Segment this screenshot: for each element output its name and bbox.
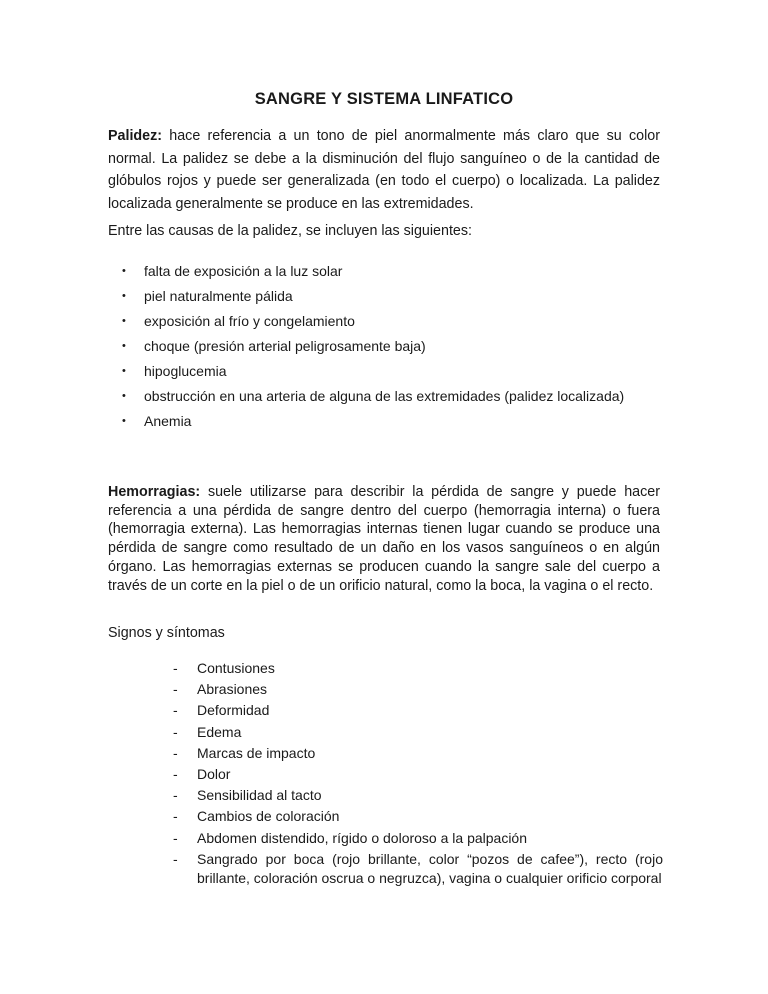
bullet: • [122, 365, 126, 377]
list-item-text: obstrucción en una arteria de alguna de las extremidades (palidez localizada) [144, 388, 625, 404]
dash-bullet: - [173, 745, 178, 761]
dash-bullet: - [173, 808, 178, 824]
palidez-label: Palidez: [108, 128, 163, 144]
list-item-text: Abdomen distendido, rígido o doloroso a la palpación [197, 830, 528, 846]
bullet: • [122, 290, 126, 302]
causas-intro: Entre las causas de la palidez, se incluyen las siguientes: [108, 223, 472, 239]
bullet: • [122, 340, 126, 352]
list-item-text: Abrasiones [197, 681, 268, 697]
bullet: • [122, 390, 126, 402]
bullet: • [122, 415, 126, 427]
dash-bullet: - [173, 724, 178, 740]
hemorragias-text: suele utilizarse para describir la pérdida de sangre y puede hacer referencia a una pérdida de sangre dentro del cuerpo (hemorragia interna) o fuera (hemorragia externa). Las hemorragias internas tienen lugar cuando se produce una pérdida de sangre como resultado de un daño en los vasos sanguíneos o en algún órgano. Las hemorragias externas se producen cuando la sangre sale del cuerpo a través de un corte en la piel o de un orificio natural, como la boca, la vagina o el recto. [108, 484, 660, 594]
list-item-text: piel naturalmente pálida [144, 288, 293, 304]
dash-bullet: - [173, 660, 178, 676]
palidez-paragraph [108, 125, 660, 215]
list-item-text: Marcas de impacto [197, 745, 316, 761]
list-item-text: choque (presión arterial peligrosamente baja) [144, 338, 426, 354]
bullet: • [122, 265, 126, 277]
list-item-text: hipoglucemia [144, 363, 227, 379]
list-item-text: falta de exposición a la luz solar [144, 263, 343, 279]
list-item-text: exposición al frío y congelamiento [144, 313, 355, 329]
palidez-text: hace referencia a un tono de piel anormalmente más claro que su color normal. La palidez se debe a la disminución del flujo sanguíneo o de la cantidad de glóbulos rojos y puede ser generalizada (en todo el cuerpo) o localizada. La palidez localizada generalmente se produce en las extremidades. [108, 128, 660, 212]
hemorragias-paragraph [108, 483, 660, 595]
hemorragias-label: Hemorragias: [108, 484, 201, 500]
list-item-text: Cambios de coloración [197, 808, 340, 824]
document-title: SANGRE Y SISTEMA LINFATICO [254, 90, 514, 108]
dash-bullet: - [173, 787, 178, 803]
list-item-text: Sangrado por boca (rojo brillante, color “pozos de cafee”), recto (rojo brillante, coloración oscrua o negruzca), vagina o cualquier orificio corporal [197, 851, 663, 886]
list-item-text: Deformidad [197, 702, 270, 718]
dash-bullet: - [173, 681, 178, 697]
list-item-text: Sensibilidad al tacto [197, 787, 322, 803]
dash-bullet: - [173, 851, 178, 867]
dash-bullet: - [173, 766, 178, 782]
list-item-text: Edema [197, 724, 242, 740]
bullet: • [122, 315, 126, 327]
list-item-text: Anemia [144, 413, 192, 429]
list-item-text: Dolor [197, 766, 231, 782]
dash-bullet: - [173, 702, 178, 718]
dash-bullet: - [173, 830, 178, 846]
signos-heading: Signos y síntomas [108, 625, 225, 641]
list-item-text: Contusiones [197, 660, 275, 676]
